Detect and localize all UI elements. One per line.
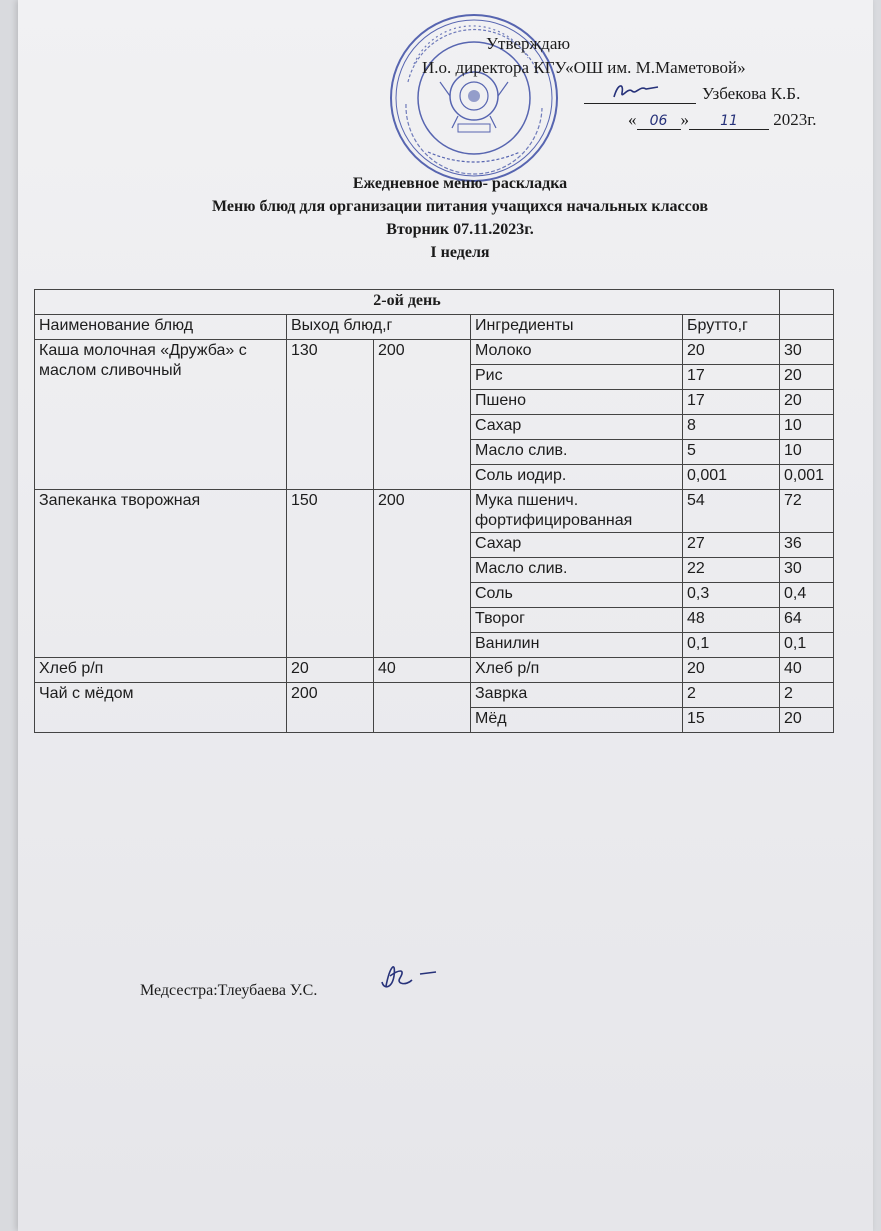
table-title-row (35, 290, 834, 315)
ingredient-gross-1: 20 (683, 340, 780, 365)
ingredient-gross-2: 40 (780, 658, 834, 683)
ingredient-gross-2: 10 (780, 415, 834, 440)
approval-date (628, 110, 817, 130)
menu-date: Вторник 07.11.2023г. (386, 221, 534, 238)
ingredient-gross-1: 0,001 (683, 465, 780, 490)
nurse-name: Медсестра:Тлеубаева У.С. (140, 982, 318, 999)
director-signature-line (584, 84, 696, 104)
ingredient-name: Творог (471, 608, 683, 633)
ingredient-gross-2: 0,4 (780, 583, 834, 608)
table-row (35, 658, 834, 683)
ingredient-name: Соль иодир. (471, 465, 683, 490)
ingredient-name: Пшено (471, 390, 683, 415)
approve-word: Утверждаю (486, 34, 571, 53)
ingredient-gross-1: 20 (683, 658, 780, 683)
director-position: И.о. директора КГУ«ОШ им. М.Маметовой» (422, 58, 746, 77)
ingredient-gross-1: 17 (683, 390, 780, 415)
ingredient-gross-2: 72 (780, 490, 834, 533)
ingredient-name: Сахар (471, 533, 683, 558)
col-header-output: Выход блюд,г (287, 315, 471, 340)
ingredient-gross-1: 2 (683, 683, 780, 708)
ingredient-gross-2: 30 (780, 558, 834, 583)
ingredient-gross-1: 17 (683, 365, 780, 390)
ingredient-gross-2: 10 (780, 440, 834, 465)
empty-cell (780, 290, 834, 315)
nurse-signature-icon (376, 956, 446, 996)
ingredient-gross-2: 0,1 (780, 633, 834, 658)
menu-table (34, 289, 834, 733)
table-header-row (35, 315, 834, 340)
nurse-signature-block (140, 982, 317, 1000)
date-year: 2023г. (773, 110, 817, 129)
dish-name: Хлеб р/п (35, 658, 287, 683)
ingredient-gross-2: 20 (780, 365, 834, 390)
ingredient-name: Молоко (471, 340, 683, 365)
ingredient-gross-2: 2 (780, 683, 834, 708)
ingredient-name: Сахар (471, 415, 683, 440)
ingredient-gross-1: 27 (683, 533, 780, 558)
date-month: 11 (689, 113, 769, 130)
table-row (35, 490, 834, 533)
menu-subtitle: Меню блюд для организации питания учащихся начальных классов (212, 198, 708, 215)
ingredient-name: Масло слив. (471, 558, 683, 583)
ingredient-gross-1: 8 (683, 415, 780, 440)
day-title: 2-ой день (35, 290, 780, 315)
table-row (35, 340, 834, 365)
ingredient-gross-1: 22 (683, 558, 780, 583)
ingredient-name: Мука пшенич. фортифицированная (471, 490, 683, 533)
menu-title: Ежедневное меню- раскладка (352, 175, 568, 192)
dish-name: Каша молочная «Дружба» с маслом сливочный (35, 340, 287, 490)
ingredient-name: Соль (471, 583, 683, 608)
ingredient-name: Масло слив. (471, 440, 683, 465)
ingredient-gross-1: 5 (683, 440, 780, 465)
col-header-gross: Брутто,г (683, 315, 780, 340)
date-open-quote: « (628, 110, 637, 129)
dish-output-2: 40 (374, 658, 471, 683)
ingredient-gross-1: 0,1 (683, 633, 780, 658)
dish-output-1: 20 (287, 658, 374, 683)
ingredient-gross-2: 0,001 (780, 465, 834, 490)
menu-week: I неделя (430, 244, 490, 261)
dish-output-2: 200 (374, 490, 471, 658)
ingredient-gross-1: 54 (683, 490, 780, 533)
table-row (35, 683, 834, 708)
ingredient-name: Мёд (471, 708, 683, 733)
ingredient-gross-2: 30 (780, 340, 834, 365)
ingredient-name: Заврка (471, 683, 683, 708)
dish-output-1: 130 (287, 340, 374, 490)
dish-output-1: 150 (287, 490, 374, 658)
director-signature-icon (610, 81, 662, 103)
ingredient-name: Хлеб р/п (471, 658, 683, 683)
director-name: Узбекова К.Б. (702, 84, 801, 103)
ingredient-gross-1: 0,3 (683, 583, 780, 608)
dish-name: Чай с мёдом (35, 683, 287, 733)
col-header-dish: Наименование блюд (35, 315, 287, 340)
document-header (20, 172, 881, 264)
dish-name: Запеканка творожная (35, 490, 287, 658)
ingredient-name: Рис (471, 365, 683, 390)
ingredient-gross-2: 36 (780, 533, 834, 558)
dish-output-2: 200 (374, 340, 471, 490)
date-close-quote: » (680, 110, 689, 129)
empty-cell (780, 315, 834, 340)
signature-line (584, 87, 696, 104)
ingredient-gross-1: 15 (683, 708, 780, 733)
dish-output-1: 200 (287, 683, 374, 733)
col-header-ingredients: Ингредиенты (471, 315, 683, 340)
ingredient-name: Ванилин (471, 633, 683, 658)
date-day: 06 (637, 113, 681, 130)
ingredient-gross-1: 48 (683, 608, 780, 633)
ingredient-gross-2: 64 (780, 608, 834, 633)
ingredient-gross-2: 20 (780, 390, 834, 415)
ingredient-gross-2: 20 (780, 708, 834, 733)
dish-output-2 (374, 683, 471, 733)
